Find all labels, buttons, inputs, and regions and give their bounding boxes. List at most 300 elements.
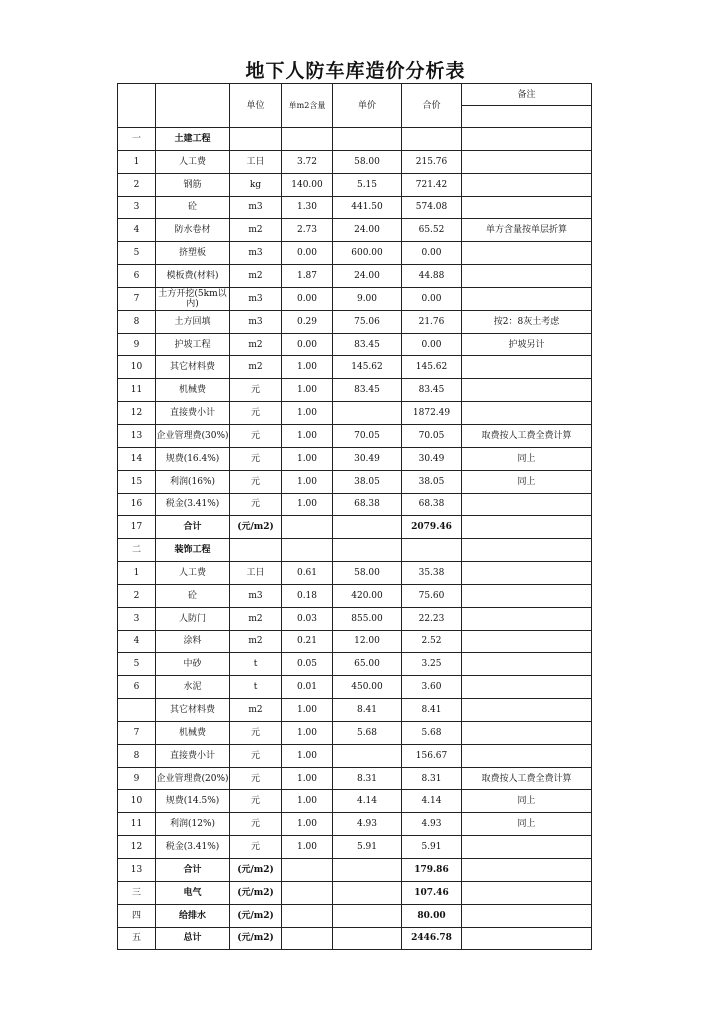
row-total: 2.52 [402, 630, 462, 653]
row-no: 12 [118, 402, 156, 425]
row-no: 二 [118, 539, 156, 562]
row-no: 16 [118, 493, 156, 516]
row-unit: 元 [230, 402, 282, 425]
row-no: 10 [118, 790, 156, 813]
row-name: 直接费小计 [156, 402, 230, 425]
row-price: 24.00 [333, 265, 402, 288]
row-unit: kg [230, 173, 282, 196]
row-name: 直接费小计 [156, 744, 230, 767]
row-price: 420.00 [333, 584, 402, 607]
row-no: 1 [118, 150, 156, 173]
row-unit: 元 [230, 836, 282, 859]
row-total [402, 539, 462, 562]
row-remark [462, 287, 592, 310]
row-name: 其它材料费 [156, 699, 230, 722]
table-row [118, 470, 592, 493]
row-total: 4.14 [402, 790, 462, 813]
row-no: 5 [118, 653, 156, 676]
row-qty: 0.05 [282, 653, 333, 676]
table-row [118, 562, 592, 585]
row-unit: m3 [230, 584, 282, 607]
row-price: 70.05 [333, 424, 402, 447]
row-name: 人工费 [156, 150, 230, 173]
row-total: 65.52 [402, 219, 462, 242]
row-total: 35.38 [402, 562, 462, 585]
row-price: 5.15 [333, 173, 402, 196]
row-no: 6 [118, 265, 156, 288]
table-row [118, 333, 592, 356]
row-total: 22.23 [402, 607, 462, 630]
row-qty [282, 927, 333, 950]
row-total: 38.05 [402, 470, 462, 493]
table-row [118, 150, 592, 173]
row-remark [462, 516, 592, 539]
row-remark: 同上 [462, 470, 592, 493]
row-qty: 1.00 [282, 790, 333, 813]
row-total: 156.67 [402, 744, 462, 767]
row-remark [462, 493, 592, 516]
row-name: 企业管理费(20%) [156, 767, 230, 790]
row-unit: (元/m2) [230, 516, 282, 539]
row-name: 机械费 [156, 379, 230, 402]
row-unit: 元 [230, 470, 282, 493]
row-remark [462, 699, 592, 722]
row-total: 8.41 [402, 699, 462, 722]
row-total: 8.31 [402, 767, 462, 790]
row-unit: m3 [230, 242, 282, 265]
table-row [118, 242, 592, 265]
row-remark [462, 128, 592, 151]
header-cell [462, 106, 592, 128]
row-price: 83.45 [333, 379, 402, 402]
header-cell [156, 84, 230, 128]
row-price [333, 539, 402, 562]
row-qty: 140.00 [282, 173, 333, 196]
table-row [118, 310, 592, 333]
table-row [118, 813, 592, 836]
row-no: 3 [118, 607, 156, 630]
row-name: 规费(16.4%) [156, 447, 230, 470]
row-no: 4 [118, 219, 156, 242]
header-total: 合价 [402, 84, 462, 128]
row-name: 利润(16%) [156, 470, 230, 493]
row-total: 145.62 [402, 356, 462, 379]
table-row [118, 493, 592, 516]
row-qty: 1.00 [282, 744, 333, 767]
row-name: 土方开挖(5km以内) [156, 287, 230, 310]
row-remark [462, 607, 592, 630]
row-qty: 0.21 [282, 630, 333, 653]
row-remark [462, 402, 592, 425]
row-remark: 护坡另计 [462, 333, 592, 356]
row-price: 30.49 [333, 447, 402, 470]
row-name: 挤塑板 [156, 242, 230, 265]
table-row [118, 219, 592, 242]
row-no: 10 [118, 356, 156, 379]
row-total: 21.76 [402, 310, 462, 333]
table-body [118, 84, 592, 950]
row-remark: 同上 [462, 790, 592, 813]
row-price [333, 516, 402, 539]
row-remark [462, 150, 592, 173]
table-row [118, 356, 592, 379]
table-row [118, 379, 592, 402]
row-total: 3.60 [402, 676, 462, 699]
row-remark [462, 242, 592, 265]
row-no: 17 [118, 516, 156, 539]
row-no: 7 [118, 287, 156, 310]
row-name: 土方回填 [156, 310, 230, 333]
row-name: 电气 [156, 881, 230, 904]
row-unit: m2 [230, 356, 282, 379]
row-name: 利润(12%) [156, 813, 230, 836]
row-name: 税金(3.41%) [156, 836, 230, 859]
table-row [118, 196, 592, 219]
row-remark [462, 562, 592, 585]
row-remark [462, 630, 592, 653]
row-name: 砼 [156, 196, 230, 219]
row-remark: 同上 [462, 813, 592, 836]
row-name: 合计 [156, 859, 230, 882]
row-price: 38.05 [333, 470, 402, 493]
row-qty [282, 516, 333, 539]
header-row [118, 84, 592, 106]
row-no: 1 [118, 562, 156, 585]
row-total: 0.00 [402, 333, 462, 356]
row-no: 11 [118, 379, 156, 402]
header-price: 单价 [333, 84, 402, 128]
row-price [333, 881, 402, 904]
header-unit: 单位 [230, 84, 282, 128]
row-remark [462, 721, 592, 744]
row-total: 70.05 [402, 424, 462, 447]
row-name: 给排水 [156, 904, 230, 927]
row-remark [462, 584, 592, 607]
row-name: 涂料 [156, 630, 230, 653]
row-price: 4.93 [333, 813, 402, 836]
row-total: 68.38 [402, 493, 462, 516]
table-row [118, 836, 592, 859]
row-qty [282, 128, 333, 151]
row-qty: 1.00 [282, 447, 333, 470]
row-no: 2 [118, 584, 156, 607]
row-no: 8 [118, 744, 156, 767]
row-price: 58.00 [333, 150, 402, 173]
row-name: 人防门 [156, 607, 230, 630]
row-unit: t [230, 653, 282, 676]
row-qty: 1.00 [282, 424, 333, 447]
row-no: 6 [118, 676, 156, 699]
row-price [333, 402, 402, 425]
row-price: 4.14 [333, 790, 402, 813]
row-qty: 0.00 [282, 287, 333, 310]
row-no: 4 [118, 630, 156, 653]
row-remark: 取费按人工费全费计算 [462, 424, 592, 447]
row-total: 0.00 [402, 287, 462, 310]
row-unit: 元 [230, 744, 282, 767]
row-no: 13 [118, 859, 156, 882]
row-unit: m2 [230, 333, 282, 356]
row-unit: (元/m2) [230, 859, 282, 882]
row-name: 土建工程 [156, 128, 230, 151]
row-qty: 0.29 [282, 310, 333, 333]
table-row [118, 424, 592, 447]
row-price: 8.31 [333, 767, 402, 790]
row-price: 24.00 [333, 219, 402, 242]
table-row [118, 607, 592, 630]
row-total: 2079.46 [402, 516, 462, 539]
row-no: 14 [118, 447, 156, 470]
row-unit: (元/m2) [230, 904, 282, 927]
row-unit: m2 [230, 699, 282, 722]
row-qty: 1.00 [282, 379, 333, 402]
table-row [118, 744, 592, 767]
row-name: 护坡工程 [156, 333, 230, 356]
table-row [118, 859, 592, 882]
row-unit: 元 [230, 447, 282, 470]
row-total: 3.25 [402, 653, 462, 676]
row-name: 规费(14.5%) [156, 790, 230, 813]
row-price: 450.00 [333, 676, 402, 699]
header-remark: 备注 [462, 84, 592, 106]
row-total: 107.46 [402, 881, 462, 904]
row-qty: 1.00 [282, 767, 333, 790]
row-total: 721.42 [402, 173, 462, 196]
row-qty: 0.01 [282, 676, 333, 699]
row-no: 3 [118, 196, 156, 219]
row-qty: 3.72 [282, 150, 333, 173]
row-remark [462, 173, 592, 196]
table-row [118, 630, 592, 653]
row-price [333, 128, 402, 151]
row-qty: 1.00 [282, 493, 333, 516]
row-total: 0.00 [402, 242, 462, 265]
cost-table [117, 83, 592, 950]
row-name: 砼 [156, 584, 230, 607]
row-name: 税金(3.41%) [156, 493, 230, 516]
row-total [402, 128, 462, 151]
row-total: 574.08 [402, 196, 462, 219]
row-total: 44.88 [402, 265, 462, 288]
row-price: 855.00 [333, 607, 402, 630]
table-row [118, 790, 592, 813]
row-name: 装饰工程 [156, 539, 230, 562]
row-qty: 1.00 [282, 402, 333, 425]
row-unit: m3 [230, 287, 282, 310]
row-no: 5 [118, 242, 156, 265]
header-per-m2: 单m2含量 [282, 84, 333, 128]
row-total: 4.93 [402, 813, 462, 836]
row-unit: m2 [230, 219, 282, 242]
row-unit: 元 [230, 721, 282, 744]
table-row [118, 927, 592, 950]
row-qty: 2.73 [282, 219, 333, 242]
row-qty: 0.18 [282, 584, 333, 607]
row-unit: m2 [230, 607, 282, 630]
row-no: 12 [118, 836, 156, 859]
row-name: 人工费 [156, 562, 230, 585]
row-unit: 元 [230, 790, 282, 813]
row-price: 58.00 [333, 562, 402, 585]
header-cell [118, 84, 156, 128]
row-unit: 元 [230, 424, 282, 447]
row-price: 145.62 [333, 356, 402, 379]
row-unit: t [230, 676, 282, 699]
table-row [118, 721, 592, 744]
row-price: 600.00 [333, 242, 402, 265]
row-remark [462, 744, 592, 767]
row-name: 合计 [156, 516, 230, 539]
row-price: 9.00 [333, 287, 402, 310]
row-no: 9 [118, 333, 156, 356]
row-name: 其它材料费 [156, 356, 230, 379]
table-row [118, 128, 592, 151]
row-total: 5.68 [402, 721, 462, 744]
table-row [118, 676, 592, 699]
table-row [118, 516, 592, 539]
page-title: 地下人防车库造价分析表 [245, 60, 466, 82]
row-no [118, 699, 156, 722]
table-row [118, 881, 592, 904]
row-qty: 0.00 [282, 333, 333, 356]
table-row [118, 539, 592, 562]
row-unit: m3 [230, 196, 282, 219]
row-unit: m2 [230, 265, 282, 288]
row-unit: 元 [230, 767, 282, 790]
row-remark [462, 196, 592, 219]
row-remark [462, 356, 592, 379]
row-qty: 0.03 [282, 607, 333, 630]
row-remark [462, 653, 592, 676]
row-unit: m2 [230, 630, 282, 653]
row-remark [462, 836, 592, 859]
row-qty: 1.00 [282, 721, 333, 744]
row-total: 5.91 [402, 836, 462, 859]
row-unit: 元 [230, 379, 282, 402]
row-qty [282, 881, 333, 904]
row-price: 12.00 [333, 630, 402, 653]
row-remark [462, 539, 592, 562]
row-unit [230, 128, 282, 151]
row-no: 一 [118, 128, 156, 151]
row-unit [230, 539, 282, 562]
row-remark [462, 676, 592, 699]
row-price [333, 904, 402, 927]
row-unit: 元 [230, 493, 282, 516]
row-price: 83.45 [333, 333, 402, 356]
row-price: 441.50 [333, 196, 402, 219]
table-row [118, 699, 592, 722]
row-remark [462, 265, 592, 288]
row-qty: 1.87 [282, 265, 333, 288]
row-total: 83.45 [402, 379, 462, 402]
row-price [333, 744, 402, 767]
row-name: 机械费 [156, 721, 230, 744]
row-remark: 单方含量按单层折算 [462, 219, 592, 242]
row-total: 1872.49 [402, 402, 462, 425]
row-price: 5.68 [333, 721, 402, 744]
table-row [118, 904, 592, 927]
row-remark [462, 379, 592, 402]
row-qty: 1.00 [282, 470, 333, 493]
table-row [118, 767, 592, 790]
row-unit: (元/m2) [230, 927, 282, 950]
row-no: 三 [118, 881, 156, 904]
row-qty: 1.00 [282, 699, 333, 722]
row-no: 2 [118, 173, 156, 196]
row-unit: 元 [230, 813, 282, 836]
row-total: 2446.78 [402, 927, 462, 950]
table-row [118, 173, 592, 196]
row-qty: 1.30 [282, 196, 333, 219]
row-unit: (元/m2) [230, 881, 282, 904]
table-row [118, 265, 592, 288]
row-unit: m3 [230, 310, 282, 333]
row-qty [282, 539, 333, 562]
row-total: 75.60 [402, 584, 462, 607]
row-price: 5.91 [333, 836, 402, 859]
row-no: 13 [118, 424, 156, 447]
table-row [118, 287, 592, 310]
row-remark [462, 904, 592, 927]
row-remark [462, 859, 592, 882]
row-qty [282, 859, 333, 882]
row-remark: 取费按人工费全费计算 [462, 767, 592, 790]
row-name: 企业管理费(30%) [156, 424, 230, 447]
row-qty: 1.00 [282, 356, 333, 379]
row-remark [462, 881, 592, 904]
row-no: 11 [118, 813, 156, 836]
row-total: 80.00 [402, 904, 462, 927]
row-name: 模板费(材料) [156, 265, 230, 288]
row-remark [462, 927, 592, 950]
table-row [118, 584, 592, 607]
row-qty: 0.61 [282, 562, 333, 585]
row-total: 30.49 [402, 447, 462, 470]
row-no: 15 [118, 470, 156, 493]
row-price: 65.00 [333, 653, 402, 676]
table-row [118, 653, 592, 676]
row-qty: 1.00 [282, 836, 333, 859]
row-remark: 同上 [462, 447, 592, 470]
row-name: 水泥 [156, 676, 230, 699]
row-price [333, 859, 402, 882]
row-name: 钢筋 [156, 173, 230, 196]
row-no: 7 [118, 721, 156, 744]
row-no: 8 [118, 310, 156, 333]
table-row [118, 447, 592, 470]
table-row [118, 402, 592, 425]
row-name: 中砂 [156, 653, 230, 676]
row-name: 总计 [156, 927, 230, 950]
row-price: 8.41 [333, 699, 402, 722]
row-no: 五 [118, 927, 156, 950]
row-price [333, 927, 402, 950]
row-qty [282, 904, 333, 927]
row-unit: 工日 [230, 562, 282, 585]
row-total: 215.76 [402, 150, 462, 173]
row-no: 9 [118, 767, 156, 790]
row-unit: 工日 [230, 150, 282, 173]
row-price: 75.06 [333, 310, 402, 333]
row-name: 防水卷材 [156, 219, 230, 242]
row-total: 179.86 [402, 859, 462, 882]
row-remark: 按2：8灰土考虑 [462, 310, 592, 333]
row-qty: 0.00 [282, 242, 333, 265]
row-qty: 1.00 [282, 813, 333, 836]
row-no: 四 [118, 904, 156, 927]
row-price: 68.38 [333, 493, 402, 516]
